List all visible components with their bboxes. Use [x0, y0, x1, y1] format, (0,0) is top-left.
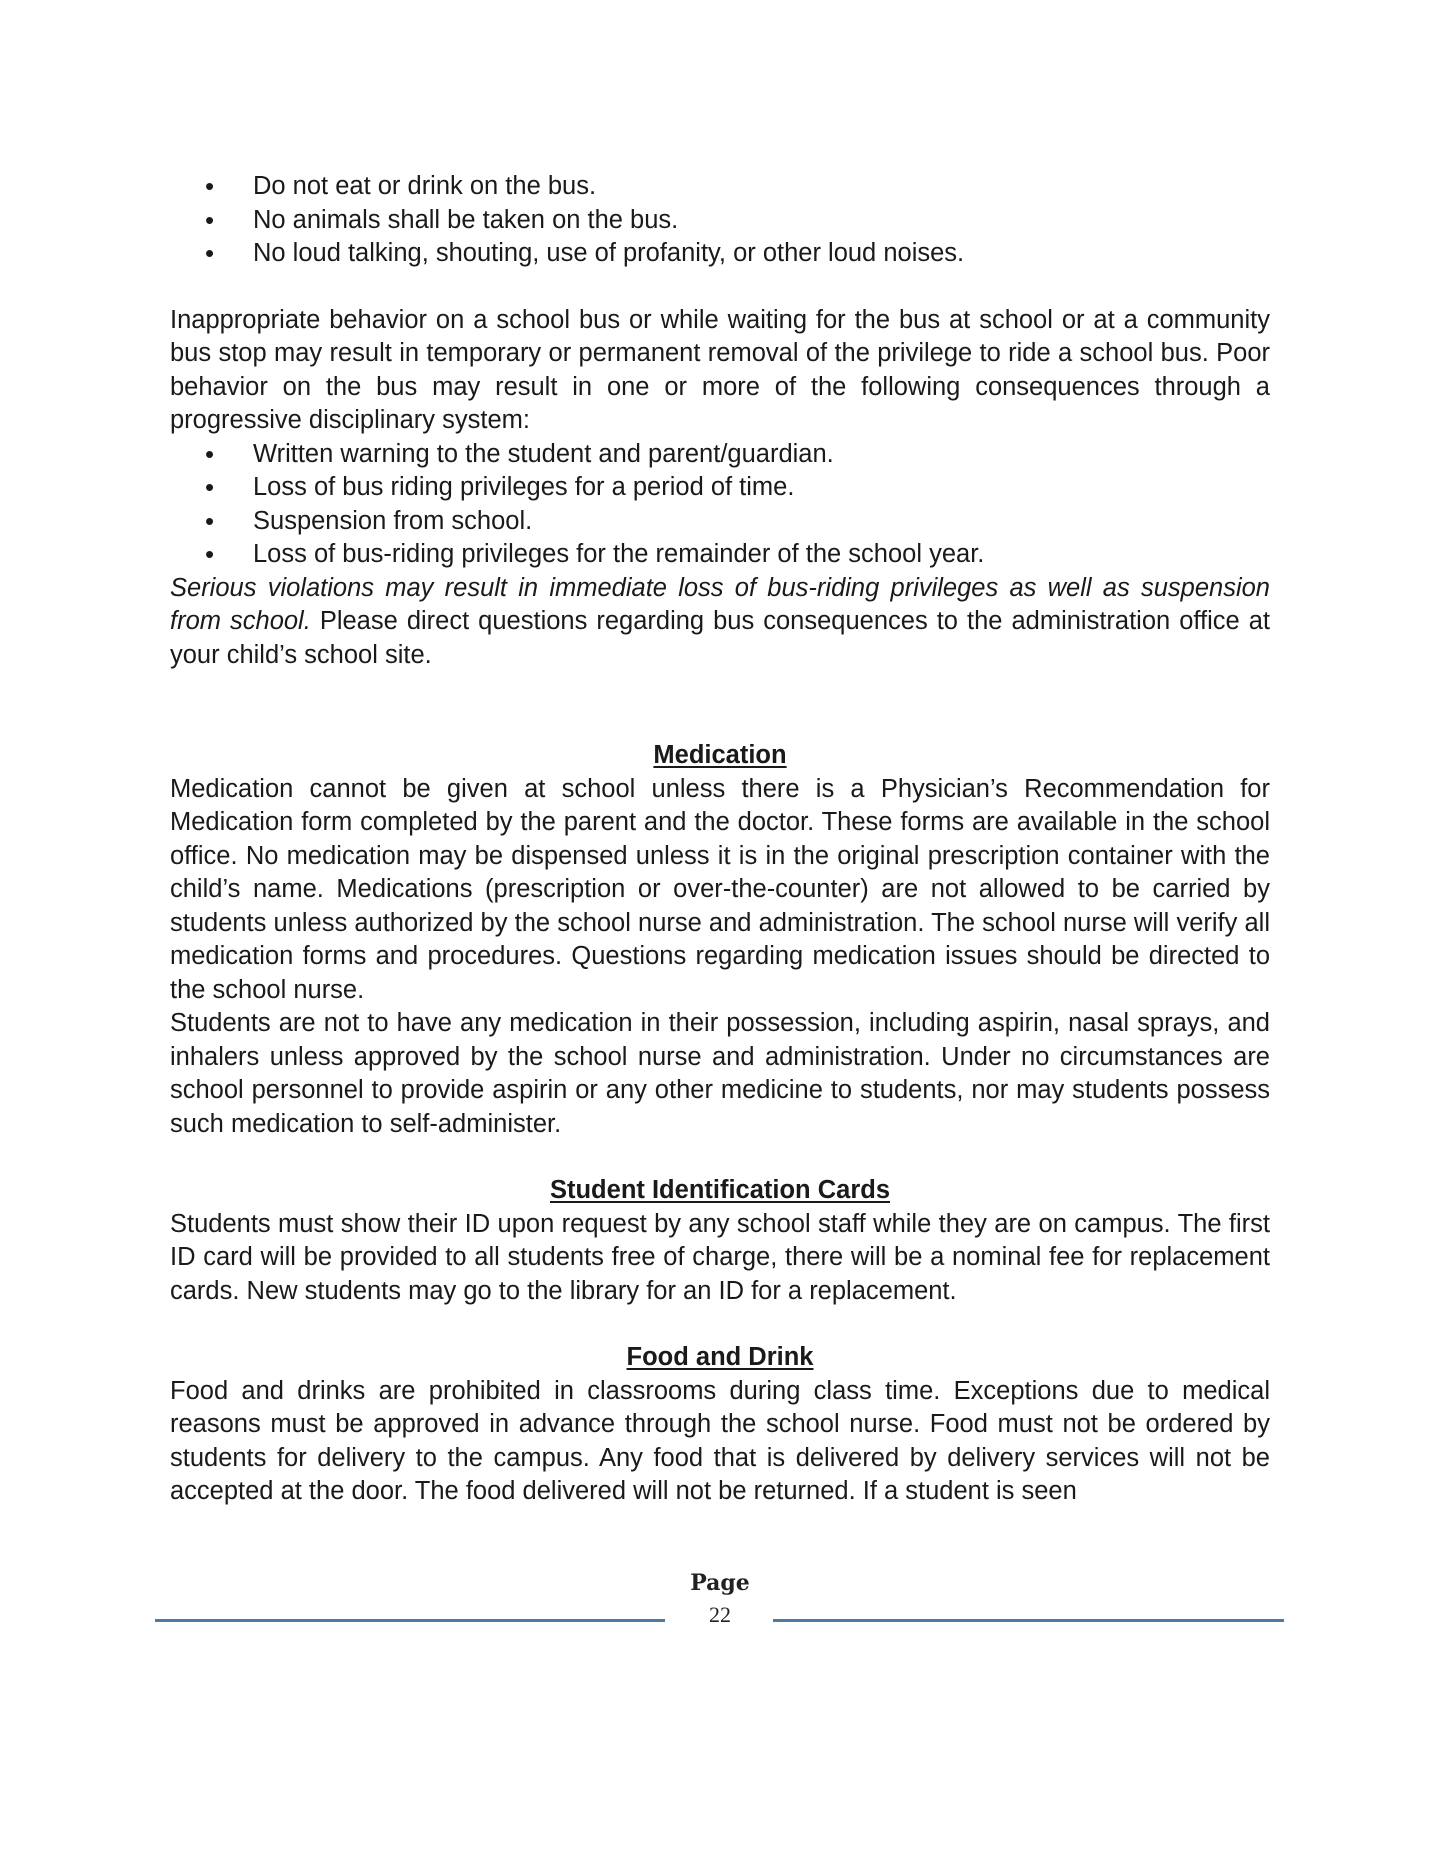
student-id-heading: Student Identification Cards: [549, 1176, 891, 1204]
serious-violations-text: Serious violations may result in immediate loss of bus-riding privileges as well as suspension from school.: [170, 573, 1270, 635]
spacer: [170, 271, 1270, 304]
spacer: [170, 1308, 1270, 1341]
bus-rules-list: [170, 170, 1270, 271]
list-item: • Written warning to the student and parent/guardian.: [253, 438, 1270, 472]
list-item: • No loud talking, shouting, use of profanity, or other loud noises.: [253, 237, 1270, 271]
footer-divider-left: [155, 1619, 665, 1622]
bus-behavior-paragraph: Inappropriate behavior on a school bus or while waiting for the bus at school or at a community bus stop may result in temporary or permanent removal of the privilege to ride a school bus. Poor behavior on the bus may result in one or more of the following consequences through a progressive disciplinary system:: [170, 305, 1270, 434]
page-label: Page: [690, 1570, 750, 1596]
list-item: • Loss of bus riding privileges for a period of time.: [253, 471, 1270, 505]
bus-consequences-list: [170, 438, 1270, 572]
spacer: [170, 672, 1270, 739]
list-item: • No animals shall be taken on the bus.: [253, 204, 1270, 238]
food-drink-paragraph: Food and drinks are prohibited in classrooms during class time. Exceptions due to medical reasons must be approved in advance through the school nurse. Food must not be ordered by students for delivery to the campus. Any food that is delivered by delivery services will not be accepted at the door. The food delivered will not be returned. If a student is seen: [170, 1376, 1270, 1505]
medication-paragraph-1: Medication cannot be given at school unless there is a Physician’s Recommendation for Medication form completed by the parent and the doctor. These forms are available in the school office. No medication may be dispensed unless it is in the original prescription container with the child’s name. Medications (prescription or over-the-counter) are not allowed to be carried by students unless authorized by the school nurse and administration. The school nurse will verify all medication forms and procedures. Questions regarding medication issues should be directed to the school nurse.: [170, 774, 1270, 1004]
bus-questions-text: Please direct questions regarding bus consequences to the administration office at your child’s school site.: [170, 607, 1270, 669]
footer-divider-right: [773, 1619, 1284, 1622]
list-item: • Suspension from school.: [253, 505, 1270, 539]
student-id-paragraph: Students must show their ID upon request by any school staff while they are on campus. The first ID card will be provided to all students free of charge, there will be a nominal fee for replacement cards. New students may go to the library for an ID for a replacement.: [170, 1209, 1270, 1305]
food-drink-heading: Food and Drink: [626, 1343, 814, 1371]
page-footer: [150, 1570, 1290, 1640]
spacer: [170, 1141, 1270, 1174]
medication-paragraph-2: Students are not to have any medication in their possession, including aspirin, nasal sprays, and inhalers unless approved by the school nurse and administration. Under no circumstances are school personnel to provide aspirin or any other medicine to students, nor may students possess such medication to self-administer.: [170, 1009, 1270, 1138]
page-content: [170, 170, 1270, 1509]
page-number: 22: [709, 1602, 731, 1627]
bus-serious-violations-paragraph: [170, 572, 1270, 673]
list-item: • Loss of bus-riding privileges for the remainder of the school year.: [253, 538, 1270, 572]
medication-heading: Medication: [653, 741, 787, 769]
list-item: • Do not eat or drink on the bus.: [253, 170, 1270, 204]
